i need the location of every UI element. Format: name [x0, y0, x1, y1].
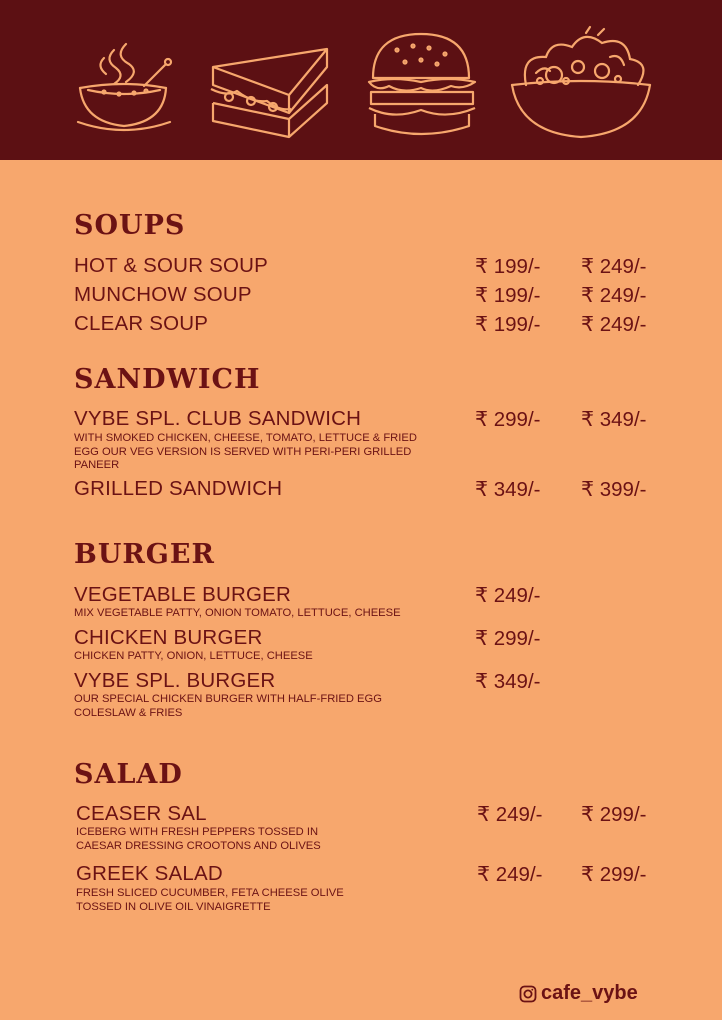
- section-title-salad: SALAD: [74, 759, 183, 790]
- item-description: WITH SMOKED CHICKEN, CHEESE, TOMATO, LETTUCE & FRIED EGG OUR VEG VERSION IS SERVED WITH PERI-PERI GRILLED PANEER: [74, 432, 417, 471]
- price-large: ₹ 249/-: [581, 313, 647, 336]
- item-description: ICEBERG WITH FRESH PEPPERS TOSSED IN CAESAR DRESSING CROOTONS AND OLIVES: [76, 826, 321, 852]
- sandwich-icon: [207, 45, 337, 140]
- section-title-sandwich: SANDWICH: [74, 364, 261, 395]
- price-regular: ₹ 249/-: [477, 803, 543, 826]
- price-large: ₹ 299/-: [581, 803, 647, 826]
- soup-bowl-icon: [74, 40, 174, 135]
- price-regular: ₹ 299/-: [475, 627, 541, 650]
- section-title-soups: SOUPS: [74, 210, 186, 241]
- item-description: FRESH SLICED CUCUMBER, FETA CHEESE OLIVE TOSSED IN OLIVE OIL VINAIGRETTE: [76, 887, 344, 913]
- burger-icon: [363, 30, 481, 140]
- price-regular: ₹ 299/-: [475, 408, 541, 431]
- item-name: GRILLED SANDWICH: [74, 477, 283, 500]
- salad-bowl-icon: [506, 25, 656, 140]
- price-regular: ₹ 199/-: [475, 255, 541, 278]
- price-regular: ₹ 349/-: [475, 478, 541, 501]
- instagram-icon: [519, 985, 537, 1003]
- header-banner: [0, 0, 722, 160]
- item-description: OUR SPECIAL CHICKEN BURGER WITH HALF-FRIED EGG COLESLAW & FRIES: [74, 693, 382, 719]
- item-name: CEASER SAL: [76, 802, 207, 825]
- social-handle[interactable]: [519, 982, 638, 1005]
- price-large: ₹ 299/-: [581, 863, 647, 886]
- price-large: ₹ 249/-: [581, 255, 647, 278]
- item-name: GREEK SALAD: [76, 862, 223, 885]
- item-name: VEGETABLE BURGER: [74, 583, 291, 606]
- price-large: ₹ 249/-: [581, 284, 647, 307]
- item-description: CHICKEN PATTY, ONION, LETTUCE, CHEESE: [74, 650, 313, 662]
- price-regular: ₹ 249/-: [475, 584, 541, 607]
- price-large: ₹ 349/-: [581, 408, 647, 431]
- item-name: CHICKEN BURGER: [74, 626, 263, 649]
- item-name: CLEAR SOUP: [74, 312, 209, 335]
- item-name: HOT & SOUR SOUP: [74, 254, 268, 277]
- item-name: VYBE SPL. CLUB SANDWICH: [74, 407, 362, 430]
- item-description: MIX VEGETABLE PATTY, ONION TOMATO, LETTUCE, CHEESE: [74, 607, 401, 619]
- price-regular: ₹ 199/-: [475, 284, 541, 307]
- section-title-burger: BURGER: [74, 539, 215, 570]
- price-regular: ₹ 349/-: [475, 670, 541, 693]
- item-name: MUNCHOW SOUP: [74, 283, 252, 306]
- price-regular: ₹ 199/-: [475, 313, 541, 336]
- price-regular: ₹ 249/-: [477, 863, 543, 886]
- social-handle-text: cafe_vybe: [541, 982, 638, 1004]
- item-name: VYBE SPL. BURGER: [74, 669, 276, 692]
- price-large: ₹ 399/-: [581, 478, 647, 501]
